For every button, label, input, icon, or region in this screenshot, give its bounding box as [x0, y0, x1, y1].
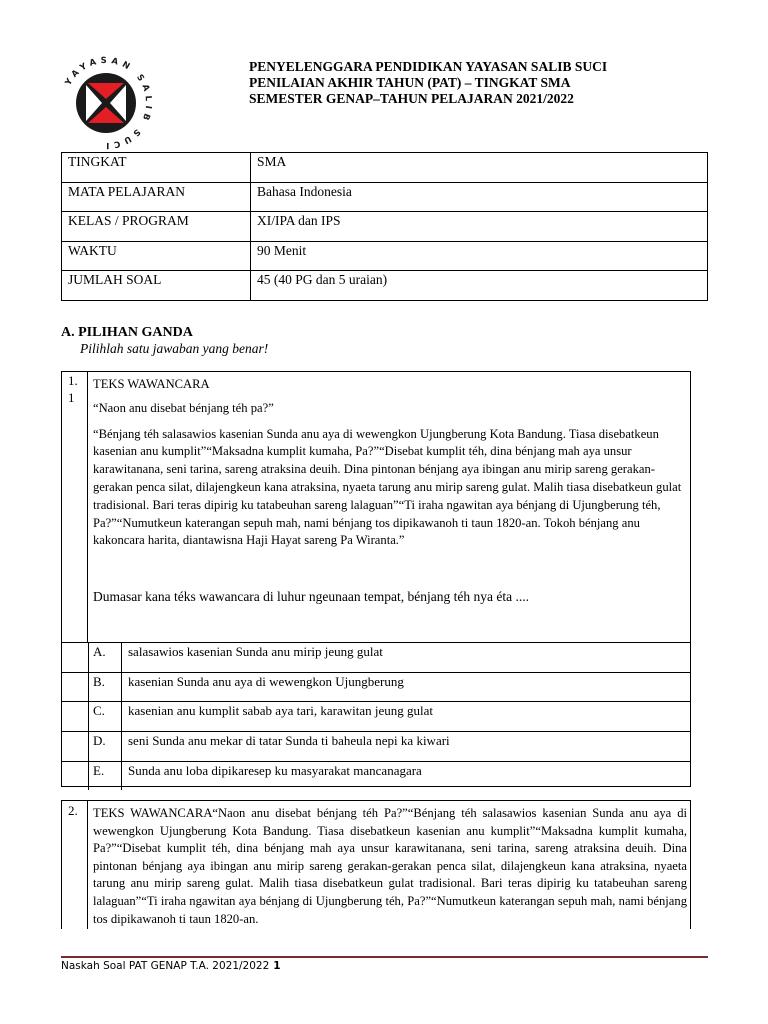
header-line-1: PENYELENGGARA PENDIDIKAN YAYASAN SALIB SUCI [249, 59, 608, 74]
option-text: Sunda anu loba dipikaresep ku masyarakat mancanagara [128, 762, 422, 778]
info-label: KELAS / PROGRAM [62, 212, 251, 242]
info-label: TINGKAT [62, 153, 251, 183]
info-value: XI/IPA dan IPS [251, 212, 708, 242]
question-1 [61, 371, 691, 787]
option-letter: E. [88, 762, 122, 791]
document-header [249, 59, 607, 107]
option-letter: C. [88, 702, 122, 731]
footer-divider [61, 956, 708, 958]
option-c[interactable] [62, 701, 690, 731]
answer-options [62, 642, 690, 790]
interview-paragraph: “Bénjang téh salasawios kasenian Sunda anu aya di wewengkon Ujungberung Kota Bandung. Tiasa disebatkeun kasenian anu kumplit”“Maksadna kumplit kumaha, Pa?”“Disebat kumplit téh, dina bénjang mah aya unsur karawitanana, seni tarina, sareng atraksina deuih. Dina pintonan bénjang aya ibingan anu mirip sareng gerakan-gerakan penca silat, dilajengkeun kana atraksina, nyaeta tarung anu mirip sareng gulat. Malih tiasa disebatkeun gulat tradisional. Bari teras dipirig ku tatabeuhan sareng lalaguan”“Ti iraha ngawitan aya bénjang di Ujungberung téh, Pa?”“Numutkeun katerangan sepuh mah, nami bénjang tos dipikawanoh ti taun 1820-an. Tokoh bénjang anu kakoncara harita, diantawisna Haji Hayat sareng Pa Wiranta.” [93, 426, 682, 548]
option-letter: B. [88, 673, 122, 702]
section-title: A. PILIHAN GANDA [61, 325, 193, 340]
info-label: JUMLAH SOAL [62, 271, 251, 301]
info-label: WAKTU [62, 241, 251, 271]
table-row [62, 182, 708, 212]
school-logo [55, 52, 157, 154]
option-b[interactable] [62, 672, 690, 702]
table-row [62, 153, 708, 183]
option-text: seni Sunda anu mekar di tatar Sunda ti baheula nepi ka kiwari [128, 733, 450, 749]
question-2 [61, 800, 691, 929]
table-row [62, 212, 708, 242]
question-number: 2. [62, 801, 88, 929]
option-text: kasenian anu kumplit sabab aya tari, karawitan jeung gulat [128, 703, 434, 719]
option-a[interactable] [62, 642, 690, 672]
info-label: MATA PELAJARAN [62, 182, 251, 212]
question-number: 1. 1 [62, 372, 88, 642]
logo-ring-text: YAYASAN SALIB SUCI [63, 55, 154, 151]
page-number: 1 [273, 960, 281, 972]
option-letter: D. [88, 732, 122, 761]
footer-text: Naskah Soal PAT GENAP T.A. 2021/2022 [61, 960, 270, 972]
table-row [62, 271, 708, 301]
page-footer [61, 960, 281, 972]
option-letter: A. [88, 643, 122, 672]
info-value: 45 (40 PG dan 5 uraian) [251, 271, 708, 301]
table-row [62, 241, 708, 271]
header-line-2: PENILAIAN AKHIR TAHUN (PAT) – TINGKAT SMA [249, 75, 571, 90]
interview-paragraph: TEKS WAWANCARA“Naon anu disebat bénjang téh Pa?”“Bénjang téh salasawios kasenian Sunda anu aya di wewengkon Ujungberung Kota Bandung. Tiasa disebatkeun kasenian anu kumplit”“Maksadna kumplit kumaha, Pa?”“Disebat kumplit téh, dina bénjang mah aya unsur karawitanana, seni tarina, sareng atraksina deuih. Dina pintonan bénjang aya ibingan anu mirip sareng gerakan-gerakan penca silat, dilajengkeun kana atraksina, nyaeta tarung anu mirip sareng gulat. Malih tiasa disebatkeun gulat tradisional. Bari teras dipirig ku tatabeuhan sareng lalaguan”“Ti iraha ngawitan aya bénjang di Ujungberung téh, Pa?”“Numutkeun katerangan sepuh mah, nami bénjang tos dipikawanoh ti taun 1820-an. [93, 806, 687, 926]
question-line: “Naon anu disebat bénjang téh pa?” [93, 400, 274, 415]
option-text: kasenian Sunda anu aya di wewengkon Ujungberung [128, 673, 404, 689]
header-line-3: SEMESTER GENAP–TAHUN PELAJARAN 2021/2022 [249, 91, 574, 106]
question-body [93, 376, 687, 606]
option-d[interactable] [62, 731, 690, 761]
section-instruction: Pilihlah satu jawaban yang benar! [80, 341, 269, 356]
question-body [93, 805, 687, 928]
info-value: Bahasa Indonesia [251, 182, 708, 212]
exam-info-table [61, 152, 708, 301]
info-value: SMA [251, 153, 708, 183]
question-prompt: Dumasar kana téks wawancara di luhur ngeunaan tempat, bénjang téh nya éta .... [93, 589, 529, 605]
question-heading: TEKS WAWANCARA [93, 377, 210, 391]
salib-suci-logo-icon [55, 52, 157, 154]
option-e[interactable] [62, 761, 690, 791]
option-text: salasawios kasenian Sunda anu mirip jeung gulat [128, 644, 383, 659]
info-value: 90 Menit [251, 241, 708, 271]
